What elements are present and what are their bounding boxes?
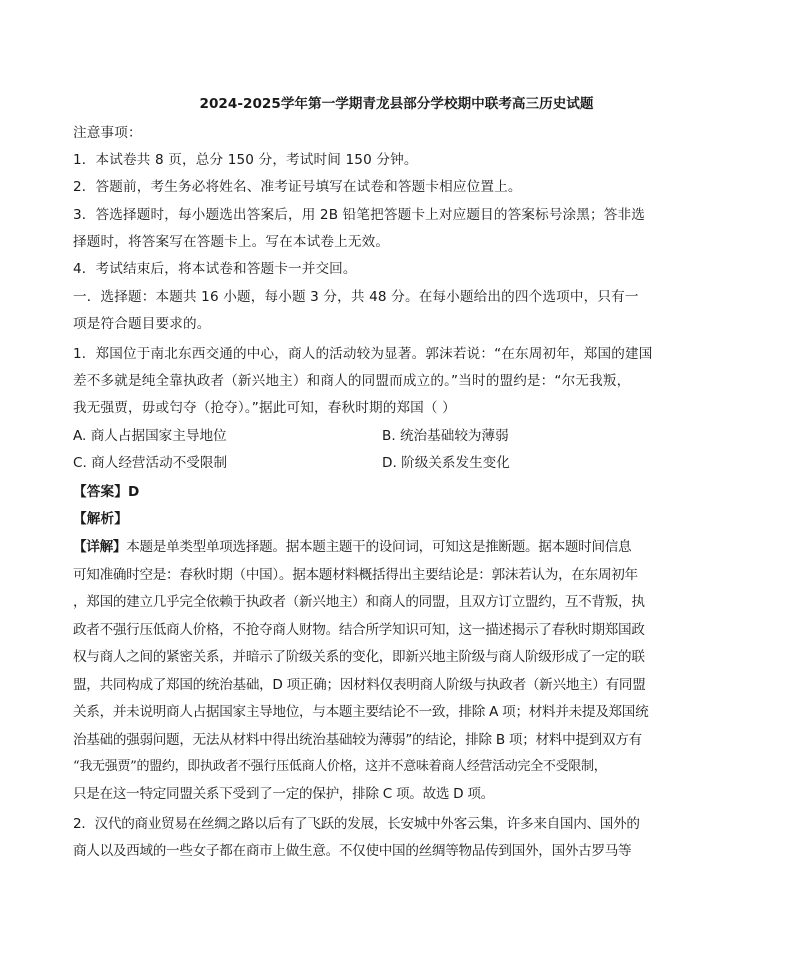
detail-label: 【详解】 (73, 539, 127, 555)
q1-option-d: D. 阶级关系发生变化 (382, 455, 510, 471)
notice-item-1: 1．本试卷共 8 页，总分 150 分，考试时间 150 分钟。 (73, 152, 418, 168)
notice-item-3: 3．答选择题时，每小题选出答案后，用 2B 铅笔把答题卡上对应题目的答案标号涂黑；答非选 (73, 207, 646, 223)
detail-text-1: 本题是单类型单项选择题。据本题主题干的设问词，可知这是推断题。据本题时间信息 (126, 539, 632, 555)
q1-detail-line-7: 关系，并未说明商人占据国家主导地位，与本题主要结论不一致，排除 A 项；材料并未提及郑国统 (73, 704, 649, 720)
section-intro-line-2: 项是符合题目要求的。 (73, 316, 211, 332)
q1-detail-line-5: 权与商人之间的紧密关系，并暗示了阶级关系的变化，即新兴地主阶级与商人阶级形成了一定的联 (73, 649, 645, 665)
q1-detail-line-9: “我无强贾”的盟约，即执政者不强行压低商人价格，这并不意味着商人经营活动完全不受限制， (73, 759, 607, 774)
q1-detail-line-10: 只是在这一特定同盟关系下受到了一定的保护，排除 C 项。故选 D 项。 (73, 786, 494, 802)
q1-answer (73, 482, 733, 502)
exam-title: 2024-2025学年第一学期青龙县部分学校期中联考高三历史试题 (199, 96, 594, 112)
answer-value: D (127, 484, 140, 500)
q2-stem-line-2: 商人以及西域的一些女子都在商市上做生意。不仅使中国的丝绸等物品传到国外，国外古罗马等 (73, 843, 632, 859)
q1-detail-line-2: 可知准确时空是：春秋时期（中国）。据本题材料概括得出主要结论是：郭沫若认为，在东周初年 (73, 567, 638, 583)
q1-detail-line-1 (73, 537, 733, 557)
q1-detail-line-8: 治基础的强弱问题，无法从材料中得出统治基础较为薄弱”的结论，排除 B 项；材料中提到双方有 (73, 732, 642, 748)
q1-stem-line-2: 差不多就是纯全靠执政者（新兴地主）和商人的同盟而成立的。”当时的盟约是：“尔无我叛， (73, 373, 631, 389)
notice-item-2: 2．答题前，考生务必将姓名、准考证号填写在试卷和答题卡相应位置上。 (73, 179, 522, 195)
notice-heading: 注意事项： (73, 125, 142, 141)
q1-stem-line-1: 1．郑国位于南北东西交通的中心，商人的活动较为显著。郭沫若说：“在东周初年，郑国的建国 (73, 346, 653, 362)
answer-label: 【答案】 (73, 484, 128, 500)
q1-stem-line-3: 我无强贾，毋或匄夺（抢夺）。”据此可知，春秋时期的郑国（ ） (73, 400, 456, 416)
notice-item-3-cont: 择题时，将答案写在答题卡上。写在本试卷上无效。 (73, 234, 390, 250)
q1-analysis-label: 【解析】 (73, 511, 128, 527)
q1-option-b: B. 统治基础较为薄弱 (382, 428, 509, 444)
section-intro-line-1: 一．选择题：本题共 16 小题，每小题 3 分，共 48 分。在每小题给出的四个选项中，只有一 (73, 289, 639, 305)
q1-detail-line-3: ，郑国的建立几乎完全依赖于执政者（新兴地主）和商人的同盟，且双方订立盟约，互不背叛，执 (73, 594, 645, 610)
notice-item-4: 4．考试结束后，将本试卷和答题卡一并交回。 (73, 261, 357, 277)
q1-option-a: A. 商人占据国家主导地位 (73, 428, 227, 444)
q1-detail-line-4: 政者不强行压低商人价格，不抢夺商人财物。结合所学知识可知，这一描述揭示了春秋时期郑国政 (73, 622, 645, 638)
q1-detail-line-6: 盟，共同构成了郑国的统治基础，D 项正确；因材料仅表明商人阶级与执政者（新兴地主）有同盟 (73, 677, 646, 693)
q2-stem-line-1: 2．汉代的商业贸易在丝绸之路以后有了飞跃的发展，长安城中外客云集，许多来自国内、国外的 (73, 816, 640, 832)
q1-option-c: C. 商人经营活动不受限制 (73, 455, 228, 471)
